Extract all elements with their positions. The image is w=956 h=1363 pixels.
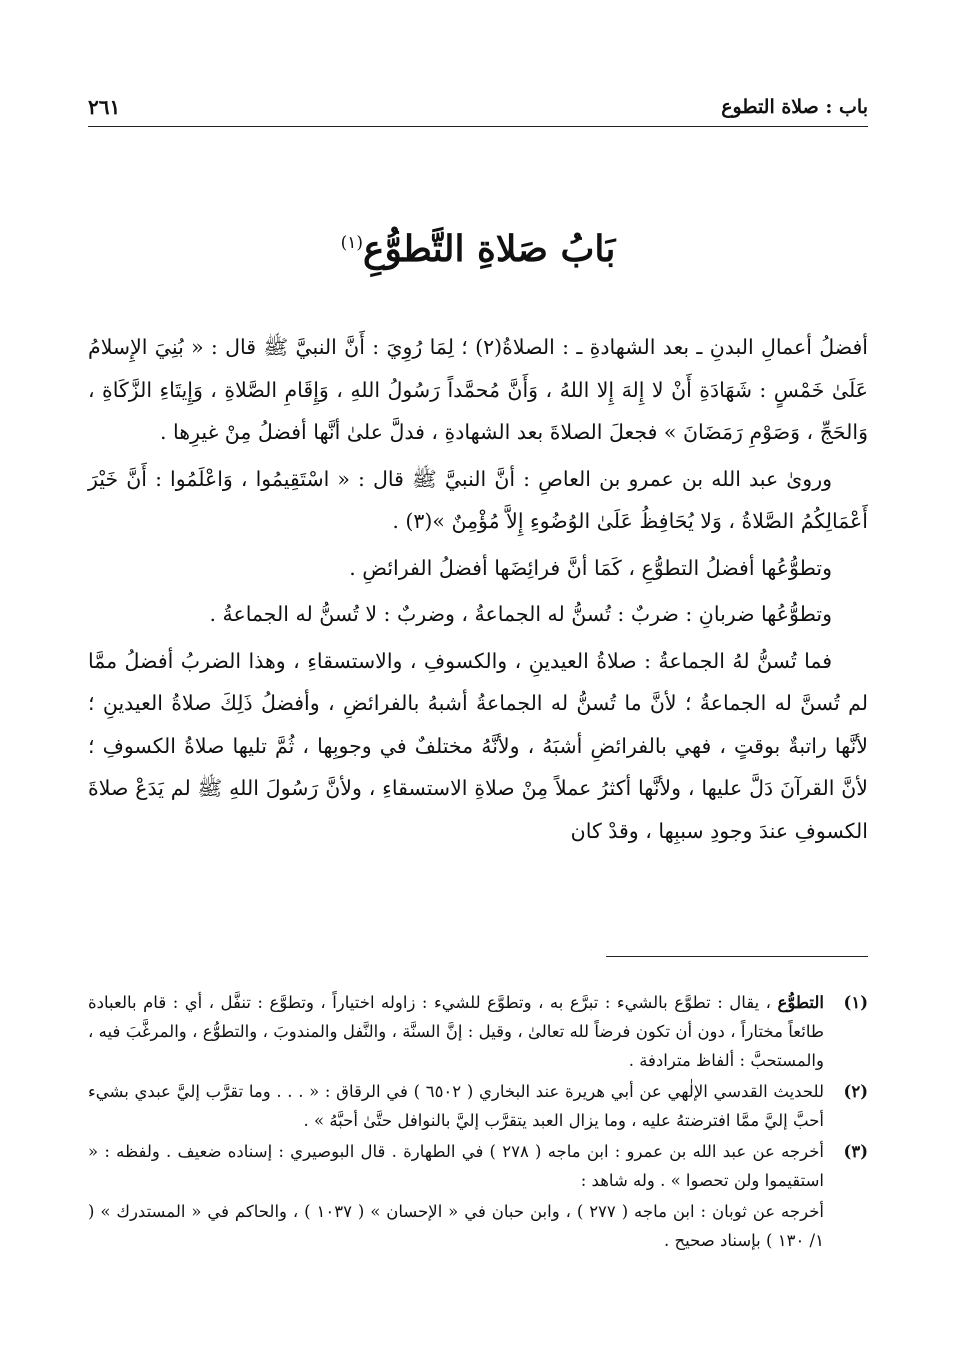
running-header — [88, 92, 868, 122]
main-text — [88, 326, 868, 856]
footnote-text: أخرجه عن عبد الله بن عمرو : ابن ماجه ( ٢٧٨ ) في الطهارة . قال البوصيري : إسناده ضعيف . ولفظه : « استقيموا ولن تحصوا » . وله شاهد : — [88, 1142, 825, 1190]
paragraph: وروىٰ عبد الله بن عمرو بن العاصِ : أنَّ النبيَّ ﷺ قال : « اسْتَقِيمُوا ، وَاعْلَمُوا : أَنَّ خَيْرَ أَعْمَالِكُمُ الصَّلاةُ ، وَلا يُحَافِظُ عَلَىٰ الوُضُوءِ إِلاَّ مُؤْمِنٌ »(٣) . — [88, 466, 868, 533]
chapter-title — [88, 228, 868, 270]
footnote-text: للحديث القدسي الإلٰهي عن أبي هريرة عند البخاري ( ٦٥٠٢ ) في الرقاق : « . . . وما تقرَّب إليَّ عبدي بشيء أحبَّ إليَّ ممَّا افترضتهُ عليه ، وما يزال العبد يتقرَّب إليَّ بالنوافل حتَّىٰ أحبَّهُ » . — [88, 1082, 824, 1130]
footnote-3 — [88, 1137, 868, 1195]
footnote-2 — [88, 1077, 868, 1135]
footnote-body — [88, 988, 824, 1075]
chapter-footnote-ref: (١) — [340, 233, 364, 253]
running-title: باب : صلاة التطوع — [721, 96, 868, 118]
paragraph: أفضلُ أعمالِ البدنِ ـ بعد الشهادةِ ـ : الصلاةُ(٢) ؛ لِمَا رُوِيَ : أَنَّ النبيَّ ﷺ قال : « بُنِيَ الإِسلامُ عَلَىٰ خَمْسٍ : شَهَادَةِ أَنْ لا إِلهَ إِلا اللهُ ، وَأَنَّ مُحمَّداً رَسُولُ اللهِ ، وَإِقَامِ الصَّلاةِ ، وَإِيتَاءِ الزَّكَاةِ ، وَالحَجِّ ، وَصَوْمِ رَمَضَانَ » فجعلَ الصلاةَ بعد الشهادةِ ، فدلَّ علىٰ أنَّها أفضلُ مِنْ غيرِها . — [88, 335, 868, 444]
footnote-continuation: أخرجه عن ثوبان : ابن ماجه ( ٢٧٧ ) ، وابن حبان في « الإحسان » ( ١٠٣٧ ) ، والحاكم في « المستدرك » ( ١/ ١٣٠ ) بإسناد صحيح . — [88, 1202, 824, 1250]
footnote-1 — [88, 988, 868, 1075]
paragraph: وتطوُّعُها ضربانِ : ضربٌ : تُسنُّ له الجماعةُ ، وضربٌ : لا تُسنُّ له الجماعةُ . — [209, 602, 832, 626]
footnotes — [88, 988, 868, 1255]
footnote-mark: (٢) — [843, 1082, 868, 1101]
footnote-separator — [606, 956, 868, 957]
paragraph: وتطوُّعُها أفضلُ التطوُّعِ ، كَمَا أنَّ فرائِضَها أفضلُ الفرائضِ . — [349, 555, 832, 580]
footnote-mark: (٣) — [843, 1142, 868, 1161]
chapter-title-text: بَابُ صَلاةِ التَّطوُّعِ — [363, 228, 616, 270]
footnote-text: ، يقال : تطوَّع بالشيء : تبرَّع به ، وتطوَّع للشيء : زاوله اختياراً ، وتطوَّع : تنفَّل ، أي : قام بالعبادة طائعاً مختاراً ، دون أن تكون فرضاً لله تعالىٰ ، وقيل : إنَّ السنَّة ، والنَّفل والمندوبَ ، والتطوُّع ، والمرغَّبَ فيه ، والمستحبَّ : ألفاظ مترادفة . — [88, 993, 824, 1070]
footnote-mark: (١) — [843, 993, 868, 1012]
page-number: ٢٦١ — [88, 95, 121, 119]
paragraph: فما تُسنُّ لهُ الجماعةُ : صلاةُ العيدينِ ، والكسوفِ ، والاستسقاءِ ، وهذا الضربُ أفضلُ ممَّا لم تُسنَّ له الجماعةُ ؛ لأنَّ ما تُسنُّ له الجماعةُ أشبهُ بالفرائضِ ، وأفضلُ ذَلِكَ صلاةُ العيدينِ ؛ لأنَّها راتبةٌ بوقتٍ ، فهي بالفرائضِ أشبَهُ ، ولأنَّهُ مختلفٌ في وجوبِها ، ثُمَّ تليها صلاةُ الكسوفِ ؛ لأنَّ القرآنَ دَلَّ عليها ، ولأنَّها أكثرُ عملاً مِنْ صلاةِ الاستسقاءِ ، ولأنَّ رَسُولَ اللهِ ﷺ لم يَدَعْ صلاةَ الكسوفِ عندَ وجودِ سببِها ، وقدْ كان — [88, 648, 868, 843]
header-rule — [88, 126, 868, 127]
footnote-lead: التطوُّع — [777, 993, 824, 1012]
